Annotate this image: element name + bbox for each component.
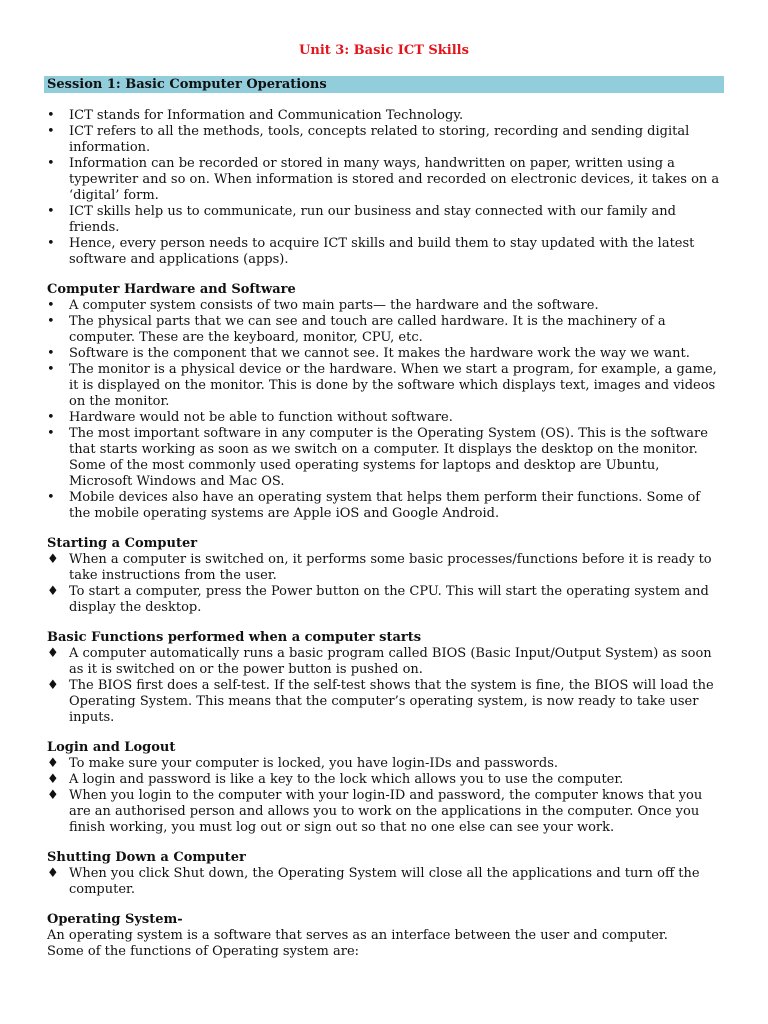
section-heading-hardware-software: Computer Hardware and Software	[47, 282, 296, 297]
shutdown-list	[47, 866, 723, 898]
bullet-diamond-icon: ♦	[47, 552, 59, 567]
list-item: • Hardware would not be able to function without software.	[47, 410, 453, 425]
os-paragraph-line: An operating system is a software that serves as an interface between the user and computer.	[47, 928, 668, 943]
section-heading-operating-system: Operating System-	[47, 912, 183, 927]
list-item: • A computer system consists of two main parts— the hardware and the software.	[47, 298, 599, 313]
list-item: ♦ When you login to the computer with your login-ID and password, the computer knows that you are an authorised person and allows you to work on the applications in the computer. Once you finish working, you must log out or sign out so that no one else can see your work.	[47, 788, 703, 835]
list-item: ♦ To make sure your computer is locked, you have login-IDs and passwords.	[47, 756, 558, 771]
list-item: • The most important software in any computer is the Operating System (OS). This is the software that starts working as soon as we switch on a computer. It displays the desktop on the monitor. Some of the most commonly used operating systems for laptops and desktop are Ubuntu, Microsoft Windows and Mac OS.	[47, 426, 708, 489]
login-list	[47, 756, 723, 836]
section-heading-starting: Starting a Computer	[47, 536, 198, 551]
list-item: • Information can be recorded or stored in many ways, handwritten on paper, written using a typewriter and so on. When information is stored and recorded on electronic devices, it takes on a ‘digital’ form.	[47, 156, 720, 203]
list-item: • ICT refers to all the methods, tools, concepts related to storing, recording and sending digital information.	[47, 124, 690, 155]
list-item: ♦ A computer automatically runs a basic program called BIOS (Basic Input/Output System) as soon as it is switched on or the power button is pushed on.	[47, 646, 712, 677]
list-item: • The monitor is a physical device or the hardware. When we start a program, for example, a game, it is displayed on the monitor. This is done by the software which displays text, images and videos on the monitor.	[47, 362, 717, 409]
bullet-dot-icon: •	[47, 410, 55, 425]
list-item: ♦ A login and password is like a key to the lock which allows you to use the computer.	[47, 772, 624, 787]
section-heading-basic-functions: Basic Functions performed when a computer starts	[47, 630, 422, 645]
list-item: • Mobile devices also have an operating system that helps them perform their functions. Some of the mobile operating systems are Apple iOS and Google Android.	[47, 490, 701, 521]
list-item: ♦ When a computer is switched on, it performs some basic processes/functions before it is ready to take instructions from the user.	[47, 552, 712, 583]
intro-list	[47, 108, 723, 268]
list-item: • ICT skills help us to communicate, run our business and stay connected with our family and friends.	[47, 204, 676, 235]
list-item: • ICT stands for Information and Communication Technology.	[47, 108, 464, 123]
bullet-diamond-icon: ♦	[47, 866, 59, 881]
section-heading-login: Login and Logout	[47, 740, 176, 755]
os-paragraph-line: Some of the functions of Operating system are:	[47, 944, 360, 959]
bullet-dot-icon: •	[47, 236, 55, 251]
list-item: • Hence, every person needs to acquire ICT skills and build them to stay updated with the latest software and applications (apps).	[47, 236, 695, 267]
session-title: Session 1: Basic Computer Operations	[47, 77, 327, 92]
bullet-diamond-icon: ♦	[47, 772, 59, 787]
bullet-diamond-icon: ♦	[47, 584, 59, 599]
list-item: • Software is the component that we cannot see. It makes the hardware work the way we want.	[47, 346, 690, 361]
bullet-dot-icon: •	[47, 346, 55, 361]
basic-functions-list	[47, 646, 723, 726]
bullet-diamond-icon: ♦	[47, 756, 59, 771]
bullet-diamond-icon: ♦	[47, 646, 59, 661]
list-item: • The physical parts that we can see and touch are called hardware. It is the machinery of a computer. These are the keyboard, monitor, CPU, etc.	[47, 314, 666, 345]
section-heading-shutdown: Shutting Down a Computer	[47, 850, 246, 865]
bullet-dot-icon: •	[47, 314, 55, 329]
document-content	[47, 108, 723, 960]
bullet-dot-icon: •	[47, 298, 55, 313]
bullet-diamond-icon: ♦	[47, 788, 59, 803]
bullet-dot-icon: •	[47, 426, 55, 441]
unit-title: Unit 3: Basic ICT Skills	[299, 43, 469, 58]
list-item: ♦ The BIOS first does a self-test. If the self-test shows that the system is fine, the BIOS will load the Operating System. This means that the computer’s operating system, is now ready to take user inputs.	[47, 678, 714, 725]
list-item: ♦ When you click Shut down, the Operating System will close all the applications and turn off the computer.	[47, 866, 700, 897]
bullet-dot-icon: •	[47, 362, 55, 377]
bullet-dot-icon: •	[47, 124, 55, 139]
list-item: ♦ To start a computer, press the Power button on the CPU. This will start the operating system and display the desktop.	[47, 584, 709, 615]
bullet-dot-icon: •	[47, 204, 55, 219]
bullet-dot-icon: •	[47, 108, 55, 123]
bullet-diamond-icon: ♦	[47, 678, 59, 693]
bullet-dot-icon: •	[47, 490, 55, 505]
bullet-dot-icon: •	[47, 156, 55, 171]
hardware-software-list	[47, 298, 723, 522]
starting-list	[47, 552, 723, 616]
